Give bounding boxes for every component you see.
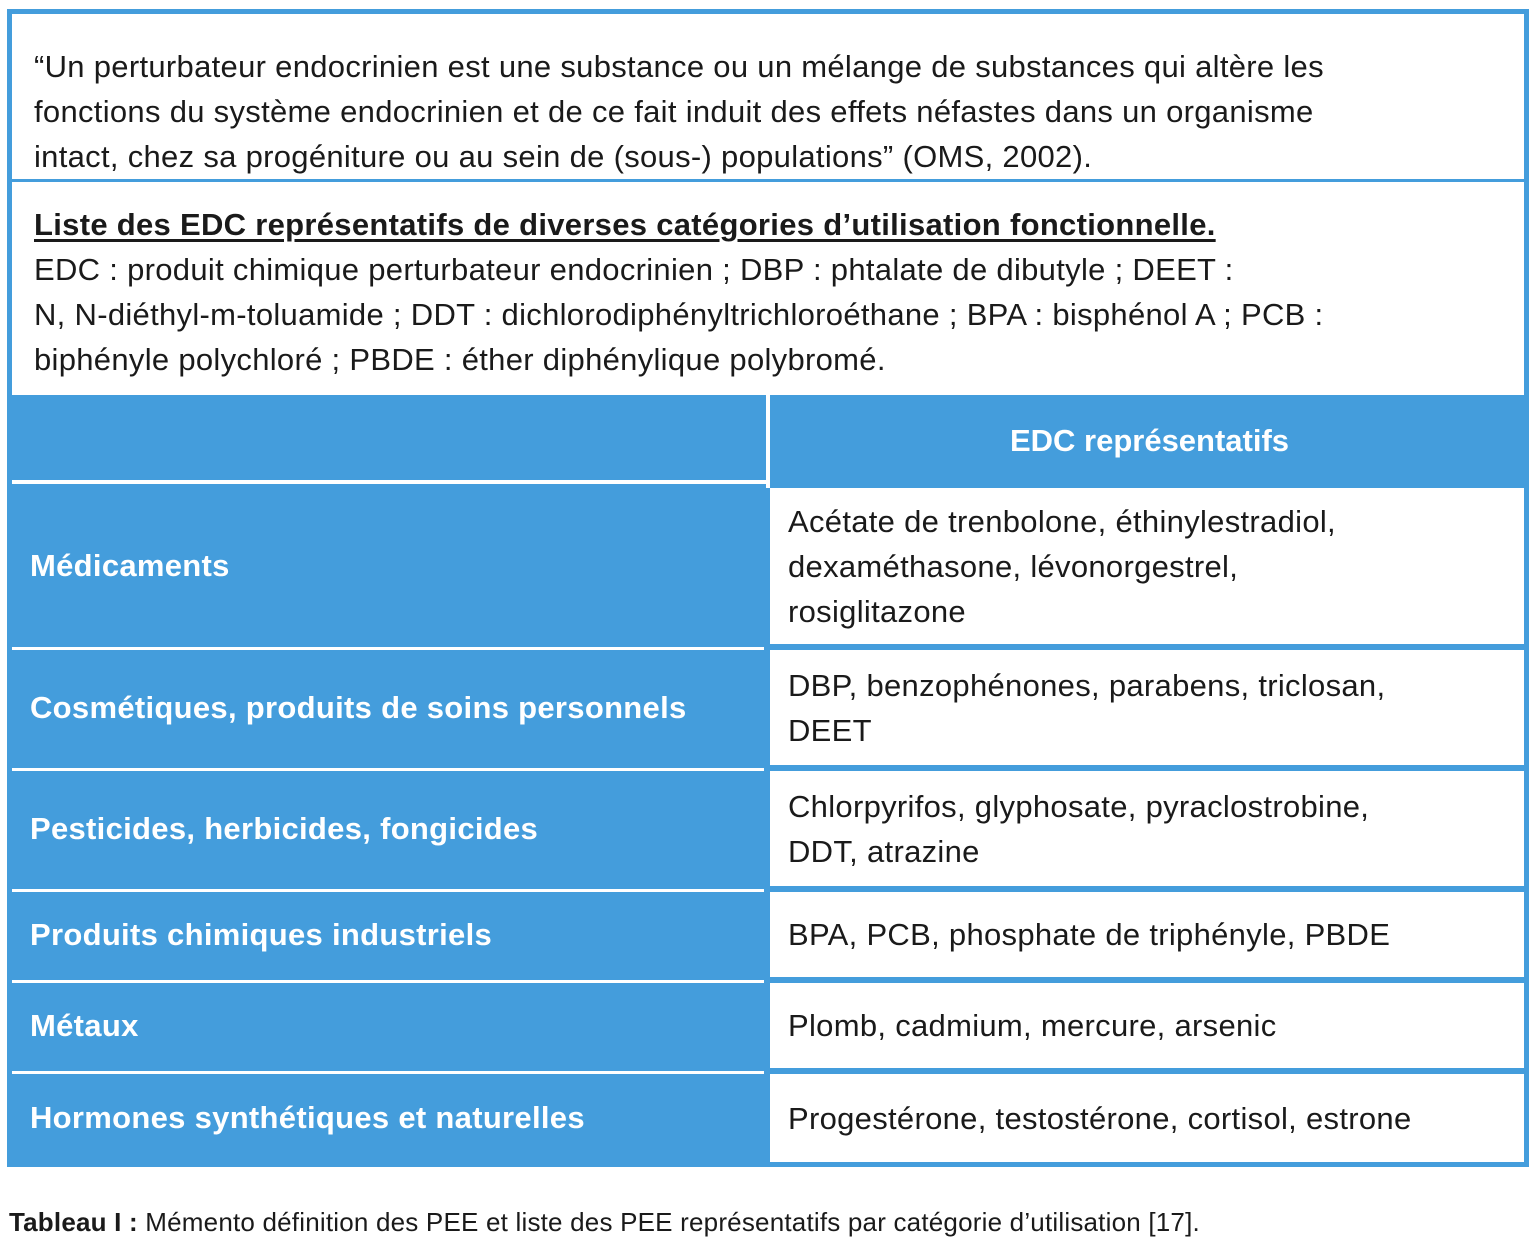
examples-line: Acétate de trenbolone, éthinylestradiol, — [788, 503, 1336, 539]
definition-line: “Un perturbateur endocrinien est une substance ou un mélange de substances qui altère les — [34, 49, 1324, 84]
examples-line: DEET — [788, 712, 872, 748]
abbreviation-line: EDC : produit chimique perturbateur endocrinien ; DBP : phtalate de dibutyle ; DEET : — [34, 252, 1234, 287]
table-row — [12, 983, 1524, 1068]
abbreviation-line: biphényle polychloré ; PBDE : éther diphénylique polybromé. — [34, 342, 886, 377]
examples-cell — [770, 892, 1524, 977]
definition-line: fonctions du système endocrinien et de ce fait induit des effets néfastes dans un organisme — [34, 94, 1314, 129]
caption-label: Tableau I : — [9, 1207, 138, 1237]
table-row — [12, 1074, 1524, 1162]
caption-text: Mémento définition des PEE et liste des PEE représentatifs par catégorie d’utilisation [17]. — [137, 1207, 1200, 1237]
category-cell: Produits chimiques industriels — [30, 916, 493, 952]
examples-line: rosiglitazone — [788, 593, 966, 629]
list-heading: Liste des EDC représentatifs de diverses catégories d’utilisation fonctionnelle. — [34, 207, 1216, 242]
definition-box — [12, 14, 1524, 179]
abbreviation-list-box — [12, 182, 1524, 395]
category-cell: Métaux — [30, 1007, 139, 1043]
examples-cell — [770, 983, 1524, 1068]
examples-cell — [770, 1074, 1524, 1162]
examples-line: Progestérone, testostérone, cortisol, estrone — [788, 1100, 1412, 1136]
examples-cell — [770, 771, 1524, 886]
table-row — [12, 771, 1524, 886]
examples-line: DBP, benzophénones, parabens, triclosan, — [788, 667, 1386, 703]
examples-line: Chlorpyrifos, glyphosate, pyraclostrobine, — [788, 788, 1370, 824]
definition-line: intact, chez sa progéniture ou au sein de (sous-) populations” (OMS, 2002). — [34, 139, 1093, 174]
category-cell: Cosmétiques, produits de soins personnels — [30, 689, 687, 725]
examples-cell — [770, 650, 1524, 765]
examples-line: BPA, PCB, phosphate de triphényle, PBDE — [788, 917, 1391, 952]
abbreviation-line: N, N-diéthyl-m-toluamide ; DDT : dichlorodiphényltrichloroéthane ; BPA : bisphénol A ; PCB : — [34, 297, 1324, 332]
examples-line: Plomb, cadmium, mercure, arsenic — [788, 1008, 1277, 1043]
table-row — [12, 488, 1524, 644]
category-cell: Hormones synthétiques et naturelles — [30, 1100, 585, 1135]
examples-line: DDT, atrazine — [788, 833, 980, 869]
header-underline — [12, 480, 770, 484]
table-row — [12, 650, 1524, 765]
examples-cell — [770, 488, 1524, 644]
category-cell: Médicaments — [30, 548, 230, 583]
table-row — [12, 892, 1524, 977]
table-caption — [9, 1207, 1200, 1238]
category-cell: Pesticides, herbicides, fongicides — [30, 810, 539, 846]
table-frame — [7, 9, 1529, 1167]
examples-line: dexaméthasone, lévonorgestrel, — [788, 548, 1239, 584]
column-header-edc: EDC représentatifs — [1009, 423, 1290, 458]
